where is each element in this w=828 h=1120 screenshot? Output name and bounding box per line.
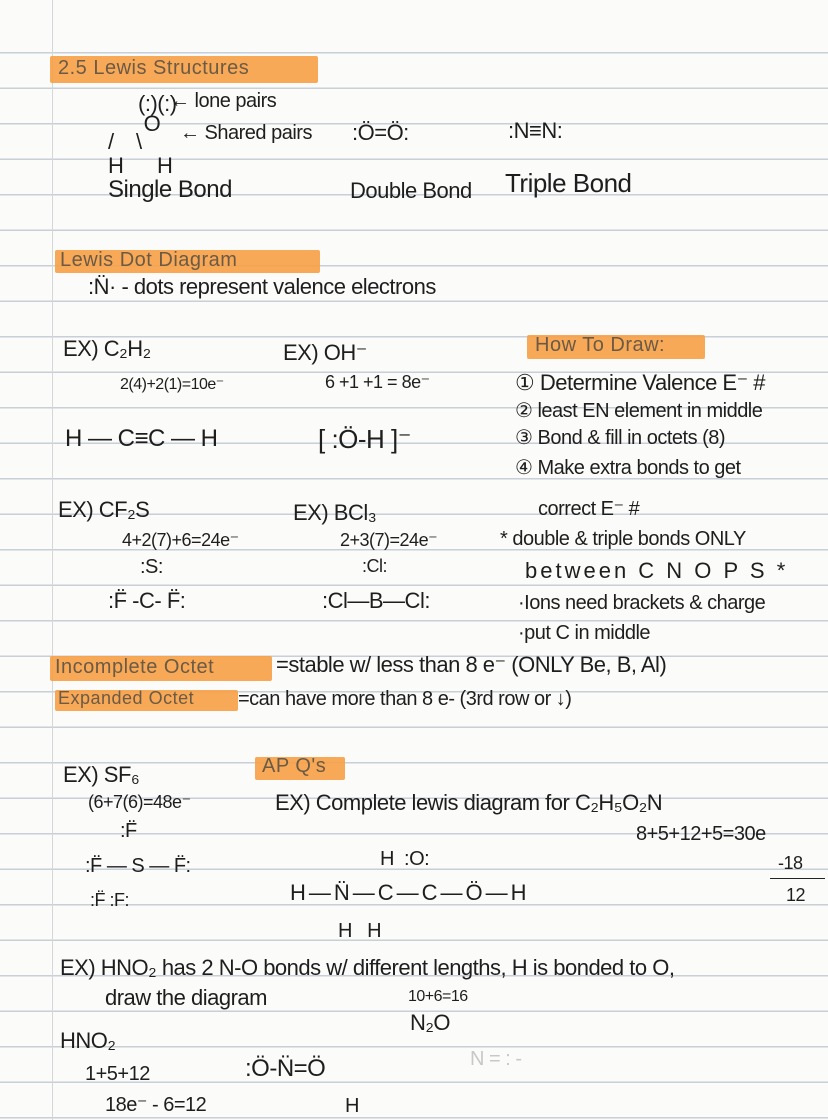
sf6-label: EX) SF₆	[63, 762, 140, 787]
incomplete-octet-label: Incomplete Octet	[55, 656, 215, 678]
ap-heading: AP Q's	[262, 755, 327, 777]
single-bond-label: Single Bond	[108, 176, 232, 203]
hno2-h: H	[345, 1095, 359, 1117]
incomplete-octet-text: =stable w/ less than 8 e⁻ (ONLY Be, B, Al)	[276, 652, 667, 677]
step: ④ Make extra bonds to get	[515, 457, 741, 479]
step: ③ Bond & fill in octets (8)	[515, 427, 726, 449]
ap-q1: EX) Complete lewis diagram for C₂H₅O₂N	[275, 790, 663, 815]
step: * double & triple bonds ONLY	[500, 528, 746, 550]
q1-structure: H—N̈—C—C—Ö—H	[290, 880, 530, 905]
how-to-heading: How To Draw:	[535, 334, 666, 356]
bcl3-label: EX) BCl₃	[293, 500, 377, 525]
hno2-calc1: 1+5+12	[85, 1063, 150, 1085]
step: ·put C in middle	[518, 622, 651, 644]
step: between C N O P S *	[525, 558, 789, 583]
c2h2-calc: 2(4)+2(1)=10e⁻	[120, 376, 224, 393]
q1-bottom: H H	[338, 920, 382, 942]
expanded-octet-text: =can have more than 8 e- (3rd row or ↓)	[238, 688, 572, 710]
q1-top: H :O:	[380, 848, 430, 870]
hno2-structure: :Ö-N̈=Ö	[245, 1055, 326, 1082]
sf6-calc: (6+7(6)=48e⁻	[88, 792, 191, 812]
shared-pairs-label: ← Shared pairs	[180, 122, 312, 144]
sf6-top: :F̈	[120, 820, 137, 842]
double-bond-label: Double Bond	[350, 178, 472, 203]
oh-structure: [ :Ö-H ]⁻	[318, 424, 411, 454]
dot-note: :N̈· - dots represent valence electrons	[88, 274, 436, 299]
sf6-bottom: :F̈ :F:	[90, 890, 129, 910]
water-oxygen: (:)(:) O	[138, 91, 177, 136]
triple-bond-label: Triple Bond	[505, 168, 632, 198]
page-title: 2.5 Lewis Structures	[58, 57, 250, 79]
q1-minus: -18	[778, 853, 803, 873]
n2-structure: :N≡N:	[508, 118, 563, 143]
q1-calc: 8+5+12+5=30e	[636, 823, 766, 845]
c2h2-label: EX) C₂H₂	[63, 336, 151, 361]
step: ② least EN element in middle	[515, 400, 763, 422]
step: ① Determine Valence E⁻ #	[515, 370, 766, 395]
oh-label: EX) OH⁻	[283, 340, 367, 365]
ap-q2-line1: EX) HNO₂ has 2 N-O bonds w/ different lengths, H is bonded to O,	[60, 955, 675, 980]
cf2s-calc: 4+2(7)+6=24e⁻	[122, 530, 239, 550]
expanded-octet-label: Expanded Octet	[58, 688, 195, 708]
o2-structure: :Ö=Ö:	[352, 120, 409, 145]
step: ·Ions need brackets & charge	[518, 592, 766, 614]
c2h2-structure: H — C≡C — H	[65, 425, 218, 452]
bcl3-calc: 2+3(7)=24e⁻	[340, 530, 438, 550]
water-hydrogens: / \ H H	[108, 129, 173, 178]
faint-text: N = : -	[470, 1048, 522, 1070]
sf6-middle: :F̈ — S — F̈:	[85, 855, 191, 877]
side-formula: N₂O	[410, 1010, 451, 1035]
sum-line	[770, 878, 825, 879]
hno2-label: HNO₂	[60, 1028, 116, 1053]
hno2-calc2: 18e⁻ - 6=12	[105, 1094, 207, 1116]
q1-result: 12	[786, 885, 806, 905]
section-heading: Lewis Dot Diagram	[60, 249, 238, 271]
cf2s-structure: :F̈ -C- F̈:	[108, 588, 186, 613]
margin-line	[52, 0, 53, 1120]
oh-calc: 6 +1 +1 = 8e⁻	[325, 372, 430, 392]
bcl3-top: :Cl:	[362, 556, 387, 576]
side-calc: 10+6=16	[408, 988, 468, 1005]
bcl3-structure: :Cl—B—Cl:	[322, 588, 430, 613]
step: correct E⁻ #	[538, 498, 640, 520]
lone-pairs-label: ← lone pairs	[170, 90, 277, 112]
cf2s-top: :S:	[140, 556, 163, 578]
ap-q2-line2: draw the diagram	[105, 985, 267, 1010]
cf2s-label: EX) CF₂S	[58, 497, 150, 522]
